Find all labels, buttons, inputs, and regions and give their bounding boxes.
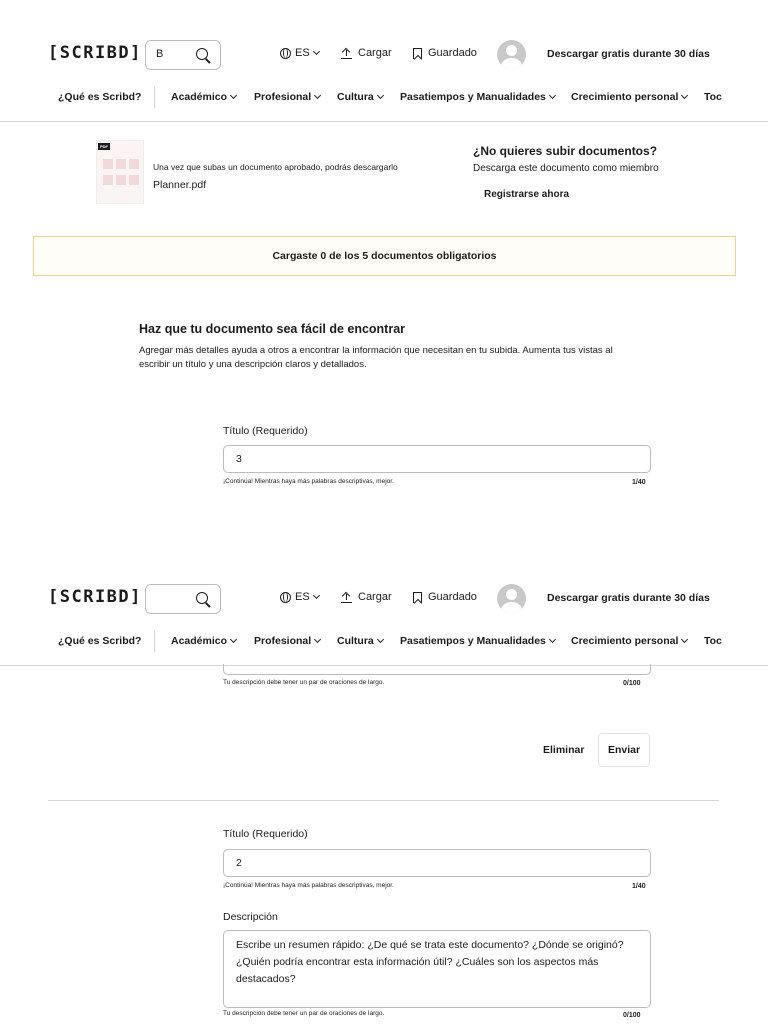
section-description: Agregar más detalles ayuda a otros a encontrar la información que necesitan en tu subida. Aumenta tus vistas al escribir un título y una descripción claros y detallados.	[139, 345, 613, 370]
chevron-down-icon	[314, 636, 321, 643]
chevron-down-icon	[549, 636, 556, 643]
free-trial-link[interactable]: Descargar gratis durante 30 días	[547, 592, 710, 604]
nav-item-professional[interactable]	[254, 635, 320, 647]
description-input-edge[interactable]	[223, 664, 651, 675]
nav-item-label: Académico	[171, 635, 228, 647]
saved-button[interactable]	[413, 591, 477, 603]
description-char-count: 0/100	[623, 1012, 641, 1019]
nav-item-personal-growth[interactable]	[571, 91, 687, 103]
chevron-down-icon	[230, 92, 237, 99]
title-label: Título (Requerido)	[223, 425, 308, 437]
title-label: Título (Requerido)	[223, 828, 308, 840]
bookmark-icon	[413, 48, 422, 59]
search-icon[interactable]	[196, 592, 208, 604]
nav-item-culture[interactable]	[337, 91, 383, 103]
nav-item-label: Pasatiempos y Manualidades	[400, 635, 546, 647]
search-input[interactable]	[145, 40, 221, 70]
upload-message: Una vez que subas un documento aprobado, podrás descargarlo	[153, 162, 398, 172]
title-input[interactable]: 2	[223, 849, 651, 877]
upload-label: Cargar	[358, 47, 392, 59]
title-char-count: 1/40	[632, 883, 646, 890]
thumb-cell	[103, 175, 113, 185]
avatar[interactable]	[497, 40, 526, 69]
chevron-down-icon	[681, 92, 688, 99]
nav-item-hobbies[interactable]	[400, 91, 555, 103]
chevron-down-icon	[313, 591, 320, 598]
globe-icon	[280, 48, 291, 59]
chevron-down-icon	[681, 636, 688, 643]
thumb-cell	[116, 175, 126, 185]
site-header-sticky	[0, 544, 768, 666]
top-bar	[0, 584, 768, 614]
nav-item-label: Cultura	[337, 91, 374, 103]
saved-label: Guardado	[428, 47, 477, 59]
document-thumbnail[interactable]	[96, 140, 144, 204]
upload-button[interactable]	[341, 591, 392, 603]
title-char-count: 1/40	[632, 479, 646, 486]
nav-item-label: Crecimiento personal	[571, 91, 679, 103]
nav-divider	[154, 86, 155, 108]
nav-item-hobbies[interactable]	[400, 635, 555, 647]
section-title: Haz que tu documento sea fácil de encontrar	[139, 322, 406, 336]
saved-button[interactable]	[413, 47, 477, 59]
description-hint: Tu descripción debe tener un par de oraciones de largo.	[223, 679, 385, 686]
chevron-down-icon	[230, 636, 237, 643]
thumb-cell	[129, 175, 139, 185]
aside-title: ¿No quieres subir documentos?	[473, 144, 658, 158]
chevron-down-icon	[377, 92, 384, 99]
language-label: ES	[295, 591, 310, 603]
language-label: ES	[295, 47, 310, 59]
nav-item-academic[interactable]	[171, 91, 236, 103]
search-icon[interactable]	[196, 48, 208, 60]
site-header	[0, 0, 768, 122]
upload-progress-banner: Cargaste 0 de los 5 documentos obligatorios	[33, 236, 736, 276]
globe-icon	[280, 592, 291, 603]
title-input[interactable]: 3	[223, 445, 651, 473]
chevron-down-icon	[377, 636, 384, 643]
delete-button[interactable]: Eliminar	[543, 744, 585, 756]
description-hint: Tu descripción debe tener un par de oraciones de largo.	[223, 1010, 385, 1017]
saved-label: Guardado	[428, 591, 477, 603]
nav-item-label: Académico	[171, 91, 228, 103]
upload-icon	[341, 47, 351, 59]
uploaded-document-card	[96, 140, 416, 210]
nav-item-label: Pasatiempos y Manualidades	[400, 91, 546, 103]
nav-item-culture[interactable]	[337, 635, 383, 647]
form-divider	[48, 800, 719, 801]
description-textarea[interactable]: Escribe un resumen rápido: ¿De qué se trata este documento? ¿Dónde se originó? ¿Quién podría encontrar esta información útil? ¿Cuáles son los aspectos más destacados?	[223, 930, 651, 1008]
pdf-badge: PDF	[100, 144, 108, 149]
nav-item-label: Cultura	[337, 635, 374, 647]
category-nav	[0, 632, 768, 652]
nav-item-personal-growth[interactable]	[571, 635, 687, 647]
send-button[interactable]: Enviar	[598, 733, 650, 767]
upload-button[interactable]	[341, 47, 392, 59]
nav-divider	[154, 630, 155, 652]
avatar[interactable]	[497, 584, 526, 613]
category-nav	[0, 88, 768, 108]
nav-item-professional[interactable]	[254, 91, 320, 103]
thumb-cell	[129, 159, 139, 169]
nav-item-what-is-scribd[interactable]: ¿Qué es Scribd?	[58, 91, 142, 103]
no-upload-aside	[473, 144, 659, 200]
upload-label: Cargar	[358, 591, 392, 603]
description-label: Descripción	[223, 911, 278, 923]
nav-item-label: Crecimiento personal	[571, 635, 679, 647]
file-name: Planner.pdf	[153, 179, 207, 191]
upload-icon	[341, 591, 351, 603]
search-input[interactable]	[145, 584, 221, 614]
language-selector[interactable]	[280, 591, 319, 603]
nav-item-all[interactable]: Toc	[704, 91, 722, 103]
chevron-down-icon	[313, 47, 320, 54]
chevron-down-icon	[549, 92, 556, 99]
scribd-logo[interactable]: [SCRIBD]	[48, 43, 142, 63]
aside-subtitle: Descarga este documento como miembro	[473, 163, 659, 174]
nav-item-academic[interactable]	[171, 635, 236, 647]
title-hint: ¡Continúa! Mientras haya más palabras descriptivas, mejor.	[223, 478, 394, 485]
register-button[interactable]: Registrarse ahora	[484, 189, 570, 200]
language-selector[interactable]	[280, 47, 319, 59]
title-hint: ¡Continúa! Mientras haya más palabras descriptivas, mejor.	[223, 882, 394, 889]
nav-item-what-is-scribd[interactable]: ¿Qué es Scribd?	[58, 635, 142, 647]
thumb-cell	[103, 159, 113, 169]
nav-item-label: Profesional	[254, 91, 312, 103]
nav-item-label: Profesional	[254, 635, 312, 647]
search-value[interactable]: B	[156, 48, 164, 60]
description-char-count: 0/100	[623, 680, 641, 687]
scribd-logo[interactable]: [SCRIBD]	[48, 587, 142, 607]
chevron-down-icon	[314, 92, 321, 99]
top-bar	[0, 40, 768, 70]
bookmark-icon	[413, 592, 422, 603]
free-trial-link[interactable]: Descargar gratis durante 30 días	[547, 48, 710, 60]
thumb-cell	[116, 159, 126, 169]
nav-item-all[interactable]: Toc	[704, 635, 722, 647]
